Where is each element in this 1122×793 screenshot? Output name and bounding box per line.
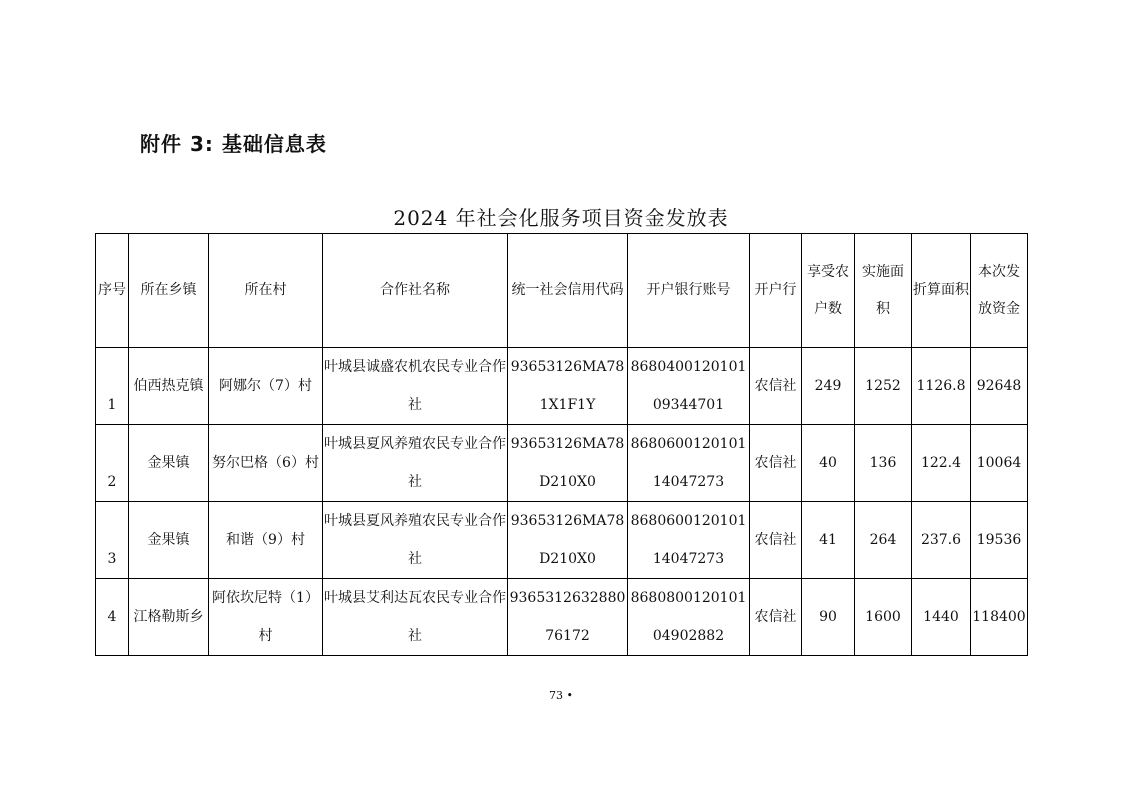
col-header-village: 所在村 — [209, 234, 323, 348]
cell-funds: 10064 — [971, 425, 1028, 502]
header-row — [96, 234, 1028, 348]
cell-households: 249 — [802, 348, 855, 425]
table-row — [96, 502, 1028, 579]
cell-bank: 农信社 — [750, 425, 802, 502]
cell-credit-code: 93653126MA78D210X0 — [508, 502, 628, 579]
col-header-funds: 本次发放资金 — [971, 234, 1028, 348]
cell-bank-account: 868060012010114047273 — [628, 425, 750, 502]
table-row — [96, 348, 1028, 425]
cell-funds: 19536 — [971, 502, 1028, 579]
cell-households: 41 — [802, 502, 855, 579]
col-header-bank-account: 开户银行账号 — [628, 234, 750, 348]
cell-township: 金果镇 — [129, 425, 209, 502]
cell-converted-area: 122.4 — [912, 425, 971, 502]
cell-township: 伯西热克镇 — [129, 348, 209, 425]
cell-area: 264 — [855, 502, 912, 579]
col-header-area: 实施面积 — [855, 234, 912, 348]
col-header-cooperative: 合作社名称 — [323, 234, 508, 348]
col-header-bank: 开户行 — [750, 234, 802, 348]
page-number: 73 • — [549, 689, 573, 702]
funds-table — [95, 233, 1028, 656]
cell-village: 阿依坎尼特（1）村 — [209, 579, 323, 656]
col-header-converted-area: 折算面积 — [912, 234, 971, 348]
cell-cooperative: 叶城县诚盛农机农民专业合作社 — [323, 348, 508, 425]
cell-seq: 2 — [96, 425, 129, 502]
cell-cooperative: 叶城县夏风养殖农民专业合作社 — [323, 502, 508, 579]
cell-village: 努尔巴格（6）村 — [209, 425, 323, 502]
cell-cooperative: 叶城县艾利达瓦农民专业合作社 — [323, 579, 508, 656]
cell-seq: 4 — [96, 579, 129, 656]
cell-bank: 农信社 — [750, 502, 802, 579]
cell-credit-code: 93653126MA78D210X0 — [508, 425, 628, 502]
cell-converted-area: 1126.8 — [912, 348, 971, 425]
cell-converted-area: 1440 — [912, 579, 971, 656]
cell-area: 1600 — [855, 579, 912, 656]
cell-funds: 118400 — [971, 579, 1028, 656]
cell-funds: 92648 — [971, 348, 1028, 425]
cell-village: 阿娜尔（7）村 — [209, 348, 323, 425]
cell-area: 1252 — [855, 348, 912, 425]
cell-bank: 农信社 — [750, 348, 802, 425]
cell-area: 136 — [855, 425, 912, 502]
cell-converted-area: 237.6 — [912, 502, 971, 579]
col-header-township: 所在乡镇 — [129, 234, 209, 348]
cell-village: 和谐（9）村 — [209, 502, 323, 579]
cell-township: 江格勒斯乡 — [129, 579, 209, 656]
cell-bank-account: 868040012010109344701 — [628, 348, 750, 425]
cell-credit-code: 93653126MA781X1F1Y — [508, 348, 628, 425]
cell-cooperative: 叶城县夏风养殖农民专业合作社 — [323, 425, 508, 502]
col-header-seq: 序号 — [96, 234, 129, 348]
table-row — [96, 579, 1028, 656]
table-title: 2024 年社会化服务项目资金发放表 — [393, 206, 729, 230]
cell-seq: 1 — [96, 348, 129, 425]
cell-bank-account: 868060012010114047273 — [628, 502, 750, 579]
cell-seq: 3 — [96, 502, 129, 579]
attachment-title: 附件 3: 基础信息表 — [140, 132, 327, 156]
table-row — [96, 425, 1028, 502]
cell-households: 40 — [802, 425, 855, 502]
col-header-households: 享受农户数 — [802, 234, 855, 348]
cell-township: 金果镇 — [129, 502, 209, 579]
cell-credit-code: 936531263288076172 — [508, 579, 628, 656]
col-header-credit-code: 统一社会信用代码 — [508, 234, 628, 348]
cell-bank-account: 868080012010104902882 — [628, 579, 750, 656]
cell-households: 90 — [802, 579, 855, 656]
cell-bank: 农信社 — [750, 579, 802, 656]
